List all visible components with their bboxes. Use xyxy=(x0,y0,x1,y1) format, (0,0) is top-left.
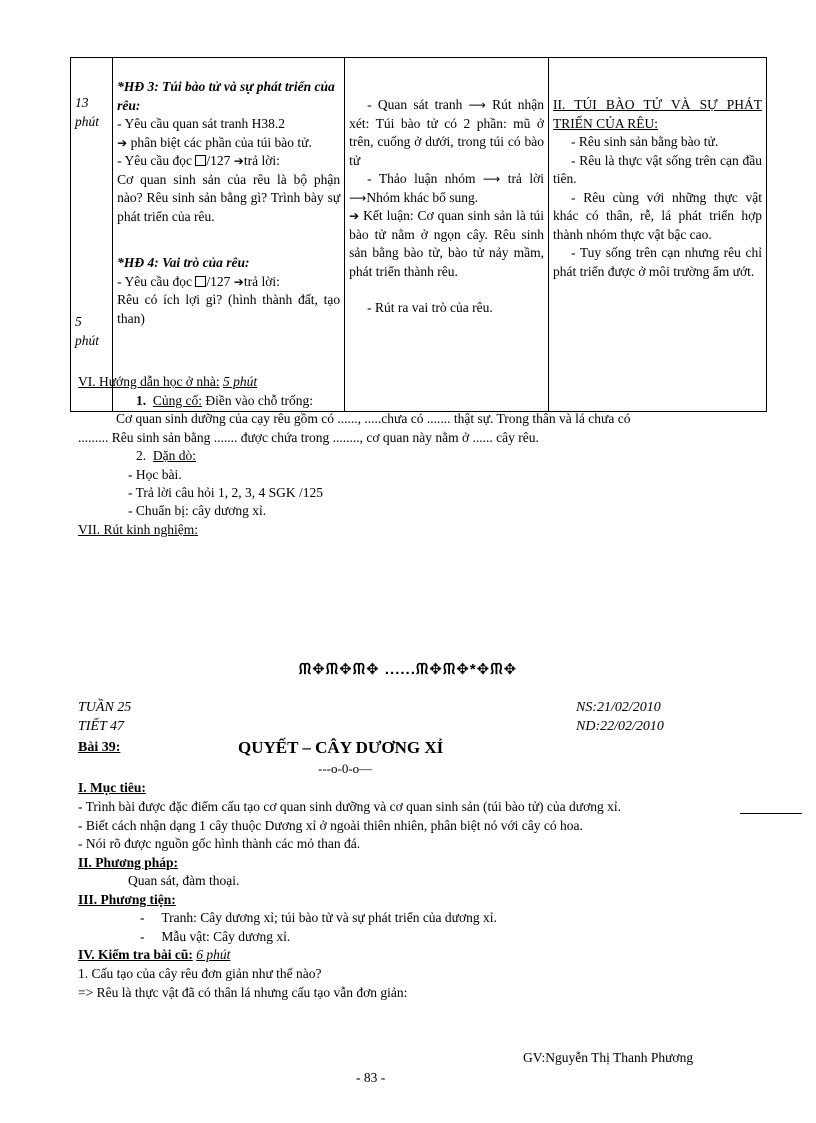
teacher-line: - Yêu cầu đọc /127 ➔trả lời: xyxy=(117,273,280,289)
student-line: - Quan sát tranh ⟶ Rút nhận xét: Túi bào tử có 2 phần: mũ ở trên, cuống ở dưới, trong túi có bào tử xyxy=(349,97,545,168)
student-activity-cell xyxy=(345,58,549,412)
content-line: - Rêu là thực vật sống trên cạn đầu tiên. xyxy=(553,152,762,186)
page-number: - 83 - xyxy=(356,1070,386,1085)
teacher-line: - Yêu cầu quan sát tranh H38.2 xyxy=(117,116,285,131)
teacher-name: GV:Nguyễn Thị Thanh Phương xyxy=(523,1050,694,1065)
arrow-right-icon: ➔ xyxy=(349,209,360,223)
time-number: 5 xyxy=(75,314,82,329)
teacher-line: Rêu có ích lợi gì? (hình thành đất, tạo than) xyxy=(117,292,341,326)
arrow-right-icon: ➔ xyxy=(233,274,244,289)
nd-date: ND:22/02/2010 xyxy=(576,719,664,734)
objective-line: - Biết cách nhận dạng 1 cây thuộc Dương xỉ ở ngoài thiên nhiên, phân biệt nó với cây có hoa. xyxy=(78,818,583,833)
task-line: - Học bài. xyxy=(128,467,182,482)
content-line: - Tuy sống trên cạn nhưng rêu chỉ phát triển được ở môi trường ẩm ướt. xyxy=(553,245,762,279)
title-subdivider: ---o-0-o— xyxy=(318,761,373,776)
arrow-right-icon: ⟶ xyxy=(349,190,367,205)
content-cell xyxy=(549,58,767,412)
means-heading: III. Phương tiện: xyxy=(78,892,176,907)
homework-item-1: 1. Củng cố: Điền vào chỗ trống: xyxy=(136,393,313,408)
teacher-line: ➔ phân biệt các phần của túi bào tử. xyxy=(117,134,312,150)
student-line: ➔ Kết luận: Cơ quan sinh sản là túi bào tử nằm ở ngọn cây. Rêu sinh sản bằng bào tử, bào tử nảy mầm, phát triển thành rêu. xyxy=(349,208,545,279)
means-item: - Mẫu vật: Cây dương xỉ. xyxy=(140,929,291,944)
answer-line: => Rêu là thực vật đã có thân lá nhưng cấu tạo vẫn đơn giản: xyxy=(78,985,408,1000)
section-divider: ᙏ✥ᙏ✥ᙏ✥ ......ᙏ✥ᙏ✥*✥ᙏ✥ xyxy=(298,661,518,678)
student-line: - Rút ra vai trò của rêu. xyxy=(367,300,493,315)
method-heading: II. Phương pháp: xyxy=(78,855,178,870)
check-heading: IV. Kiểm tra bài cũ: 6 phút xyxy=(78,947,231,962)
content-line: - Rêu cùng với những thực vật khác có thân, rễ, lá phát triển hợp thành nhóm thực vật bậc cao. xyxy=(553,189,762,242)
content-title: II. TÚI BÀO TỬ VÀ SỰ PHÁT TRIỂN CỦA RÊU: xyxy=(553,97,762,131)
arrow-right-icon: ⟶ xyxy=(483,172,501,186)
ns-date: NS:21/02/2010 xyxy=(576,700,661,715)
fill-line: ......... Rêu sinh sản bằng ....... được chứa trong ........, cơ quan này nằm ở ...... cây rêu. xyxy=(78,430,539,445)
book-icon xyxy=(195,155,206,166)
lesson-title: QUYẾT – CÂY DƯƠNG XỈ xyxy=(238,738,444,757)
method-text: Quan sát, đàm thoại. xyxy=(128,873,240,888)
experience-heading: VII. Rút kinh nghiệm: xyxy=(78,522,198,537)
objectives-heading: I. Mục tiêu: xyxy=(78,780,146,795)
teacher-line: Cơ quan sinh sản của rêu là bộ phận nào? Rêu sinh sản bằng gì? Trình bày sự phát triển của rêu. xyxy=(117,171,341,224)
homework-item-2: 2. Dặn dò: xyxy=(136,448,196,463)
table-row xyxy=(71,58,767,412)
time-cell xyxy=(71,58,113,412)
time-hd3 xyxy=(75,94,108,131)
objective-line: - Nói rõ được nguồn gốc hình thành các mỏ than đá. xyxy=(78,836,361,851)
homework-heading: VI. Hướng dẫn học ở nhà: 5 phút xyxy=(78,374,258,389)
answer-blank xyxy=(740,813,802,814)
time-unit: phút xyxy=(75,332,100,348)
means-item: - Tranh: Cây dương xỉ; túi bào tử và sự phát triển của dương xỉ. xyxy=(140,910,497,925)
teacher-line: - Yêu cầu đọc /127 ➔trả lời: xyxy=(117,153,280,168)
student-line: - Thảo luận nhóm ⟶ trả lời ⟶Nhóm khác bổ sung. xyxy=(349,171,545,205)
task-line: - Trả lời câu hỏi 1, 2, 3, 4 SGK /125 xyxy=(128,485,324,500)
teacher-activity-cell xyxy=(113,58,345,412)
lesson-number: Bài 39: xyxy=(78,740,121,755)
time-hd4 xyxy=(75,313,108,350)
activity-title-hd3: *HĐ 3: Túi bào tử và sự phát triển của rêu: xyxy=(117,79,335,113)
activity-title-hd4: *HĐ 4: Vai trò của rêu: xyxy=(117,255,250,270)
time-number: 13 xyxy=(75,95,89,110)
question-line: 1. Cấu tạo của cây rêu đơn giản như thế nào? xyxy=(78,966,322,981)
fill-line: Cơ quan sinh dưỡng của cạy rêu gồm có ......, .....chưa có ....... thật sự. Trong thân và lá chưa có xyxy=(116,411,631,426)
objective-line: - Trình bài được đặc điểm cấu tạo cơ quan sinh dưỡng và cơ quan sinh sản (túi bào tử) của dương xỉ. xyxy=(78,799,621,814)
arrow-right-icon: ➔ xyxy=(233,154,244,168)
content-line: - Rêu sinh sản bằng bào tử. xyxy=(571,134,719,149)
arrow-right-icon: ➔ xyxy=(117,135,128,150)
week-label: TUẦN 25 xyxy=(78,700,132,715)
period-label: TIẾT 47 xyxy=(78,719,125,734)
task-line: - Chuẩn bị: cây dương xỉ. xyxy=(128,503,267,518)
lesson-table xyxy=(70,57,767,412)
arrow-right-icon: ⟶ xyxy=(468,98,486,112)
time-unit: phút xyxy=(75,113,100,129)
book-icon xyxy=(195,276,206,287)
